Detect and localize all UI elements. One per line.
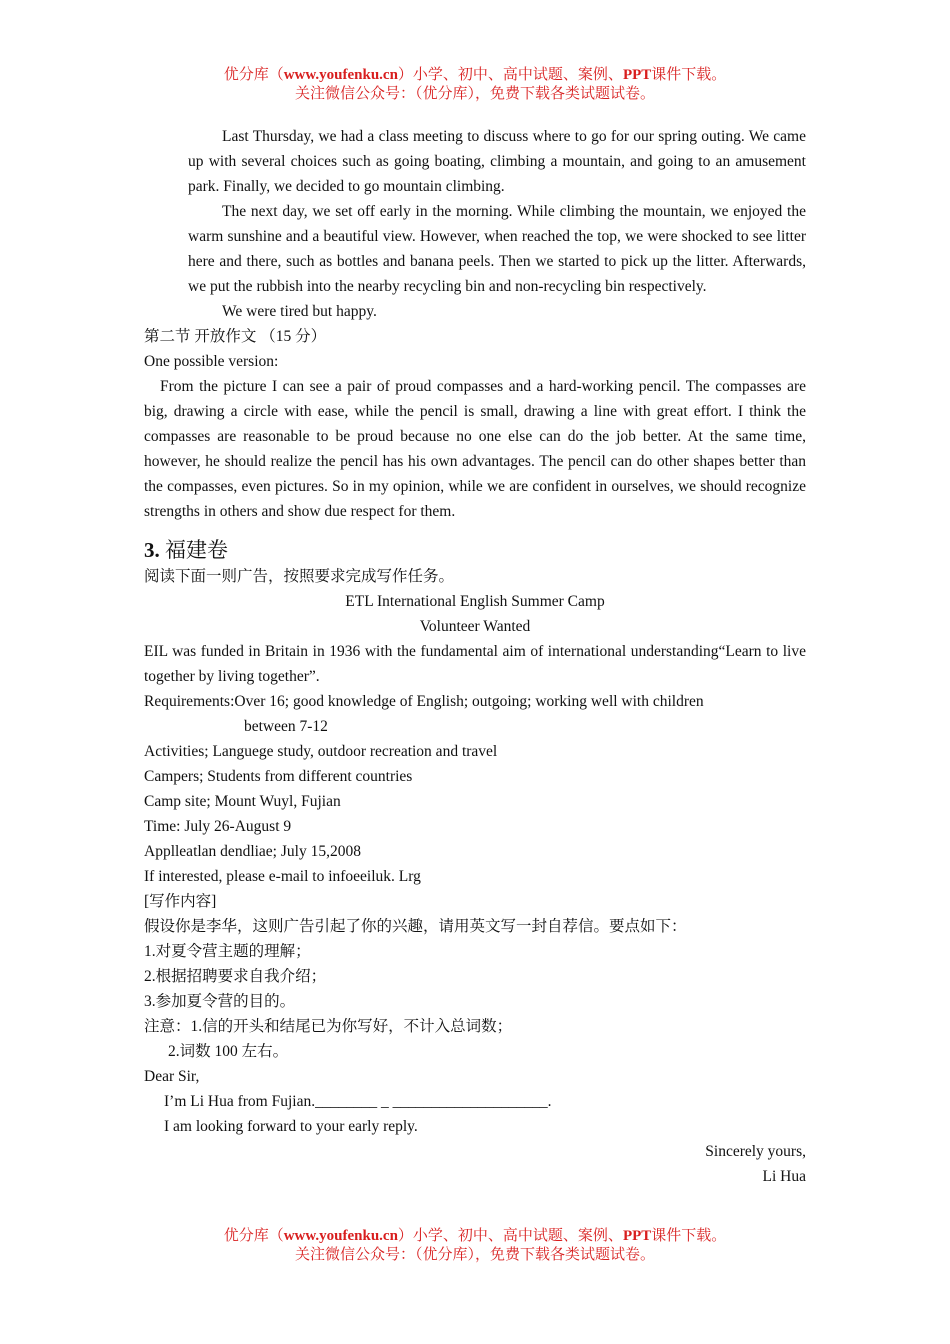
ad-deadline: Applleatlan dendliae; July 15,2008: [144, 843, 361, 860]
footer-site-link[interactable]: www.youfenku.cn: [283, 1228, 398, 1244]
model-essay-1: [144, 124, 806, 324]
letter-signature: Li Hua: [762, 1168, 806, 1185]
ad-campers: Campers; Students from different countries: [144, 768, 413, 785]
essay1-paragraph-3: We were tired but happy.: [222, 303, 377, 320]
essay1-paragraph-2: The next day, we set off early in the morning. While climbing the mountain, we enjoyed the warm sunshine and a beautiful view. However, when reached the top, we were shocked to see litter here and there, such as bottles and banana peels. Then we started to pick up the litter. Afterwards, we put the rubbish into the nearby recycling bin and non-recycling bin respectively.: [188, 203, 806, 295]
header-line-1: 优分库（www.youfenku.cn）小学、初中、高中试题、案例、PPT课件下载。: [223, 67, 727, 83]
footer-line-2: 关注微信公众号：（优分库），免费下载各类试题试卷。: [294, 1247, 655, 1263]
ad-requirements: Requirements: Over 16; good knowledge of English; outgoing; working well with children: [144, 693, 704, 710]
section2-version-label: One possible version:: [144, 353, 279, 370]
section2-essay: From the picture I can see a pair of proud compasses and a hard-working pencil. The compasses are big, drawing a circle with ease, while the pencil is small, drawing a line with great effort. I think the compasses are reasonable to be proud because no one else can do the job better. At the same time, however, he should realize the pencil has his own advantages. The pencil can do other shapes better than the compasses, even pictures. So in my opinion, while we are confident in ourselves, we should recognize strengths in others and show due respect for them.: [144, 378, 806, 520]
ad-activities: Activities; Languege study, outdoor recreation and travel: [144, 743, 498, 760]
letter-greeting: Dear Sir,: [144, 1068, 200, 1085]
ad-camp-site: Camp site; Mount Wuyl, Fujian: [144, 793, 341, 810]
ad-intro: EIL was funded in Britain in 1936 with the fundamental aim of international understanding“Learn to live together by living together”.: [144, 643, 806, 685]
page-footer: [0, 1227, 950, 1265]
document-body: [144, 124, 806, 1189]
header-line-2: 关注微信公众号：（优分库），免费下载各类试题试卷。: [294, 86, 655, 102]
ad-subtitle: Volunteer Wanted: [419, 618, 531, 635]
task-label: [写作内容]: [144, 893, 217, 910]
page-header: [0, 66, 950, 104]
task-point: 3.参加夏令营的目的。: [144, 993, 296, 1010]
note-2: 2.词数 100 左右。: [168, 1043, 289, 1060]
task-point: 2.根据招聘要求自我介绍；: [144, 968, 327, 985]
ad-time: Time: July 26-August 9: [144, 818, 292, 835]
section2-title: 第二节 开放作文 （15 分）: [144, 328, 327, 345]
ad-requirements-continued: between 7-12: [244, 718, 328, 735]
footer-line-1: 优分库（www.youfenku.cn）小学、初中、高中试题、案例、PPT课件下载。: [223, 1228, 727, 1244]
section3-heading: 3. 福建卷: [144, 538, 228, 562]
task-text: 假设你是李华，这则广告引起了你的兴趣，请用英文写一封自荐信。要点如下：: [144, 918, 687, 935]
ad-title: ETL International English Summer Camp: [345, 593, 605, 610]
section3-instruction: 阅读下面一则广告，按照要求完成写作任务。: [144, 568, 455, 585]
letter-line-2: I am looking forward to your early reply.: [164, 1118, 418, 1135]
letter-closing: Sincerely yours,: [705, 1143, 806, 1160]
header-site-link[interactable]: www.youfenku.cn: [283, 67, 398, 83]
note-1: 注意：1.信的开头和结尾已为你写好，不计入总词数；: [144, 1018, 513, 1035]
letter-line-1: I’m Li Hua from Fujian.________ _ ____________________.: [164, 1093, 552, 1110]
essay1-paragraph-1: Last Thursday, we had a class meeting to discuss where to go for our spring outing. We came up with several choices such as going boating, climbing a mountain, and going to an amusement park. Finally, we decided to go mountain climbing.: [188, 128, 806, 195]
task-point: 1.对夏令营主题的理解；: [144, 943, 311, 960]
ad-contact: If interested, please e-mail to infoeeiluk. Lrg: [144, 868, 421, 885]
